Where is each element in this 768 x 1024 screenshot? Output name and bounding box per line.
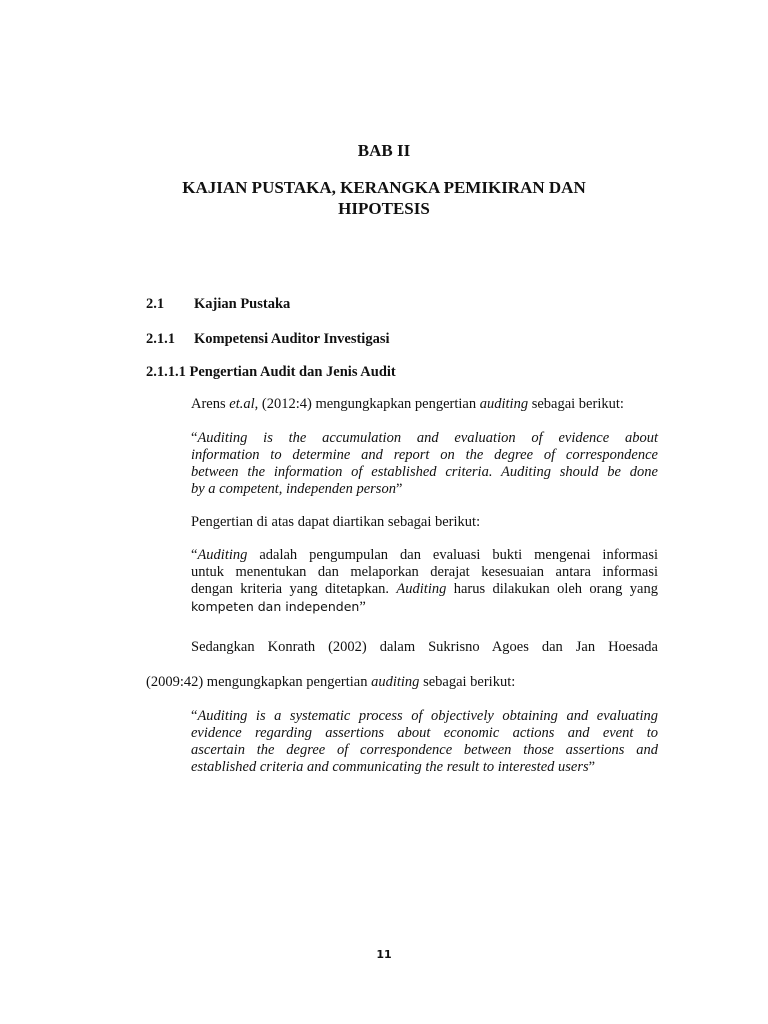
section-title: Kajian Pustaka [194,296,291,312]
quote-translation: “Auditing adalah pengumpulan dan evaluasi bukti mengenai informasi untuk menentukan dan melaporkan derajat kesesuaian antara informasi dengan kriteria yang ditetapkan. Auditing harus dilakukan oleh orang yang kompeten dan independen” [191,547,658,615]
section-heading-2-1 [146,295,290,313]
paragraph-konrath-line-2: (2009:42) mengungkapkan pengertian auditing sebagai berikut: [146,674,516,690]
paragraph-konrath-line-1: Sedangkan Konrath (2002) dalam Sukrisno Agoes dan Jan Hoesada [191,639,658,655]
chapter-title-line-1: KAJIAN PUSTAKA, KERANGKA PEMIKIRAN DAN [182,178,586,197]
quote-konrath-definition: “Auditing is a systematic process of objectively obtaining and evaluating evidence regarding assertions about economic actions and event to ascertain the degree of correspondence between those assertions and established criteria and communicating the result to interested users” [191,708,658,775]
section-heading-2-1-1 [146,330,390,348]
chapter-label: BAB II [357,141,411,160]
section-number: 2.1 [146,296,165,312]
paragraph-arens: Arens et.al, (2012:4) mengungkapkan pengertian auditing sebagai berikut: [191,396,624,412]
paragraph-translation-intro: Pengertian di atas dapat diartikan sebagai berikut: [191,514,481,530]
section-title: Kompetensi Auditor Investigasi [194,331,390,347]
page-number: 11 [376,948,392,961]
chapter-title-line-2: HIPOTESIS [338,199,430,218]
section-heading-2-1-1-1: 2.1.1.1 Pengertian Audit dan Jenis Audit [146,364,396,380]
quote-arens-definition: “Auditing is the accumulation and evaluation of evidence about information to determine and report on the degree of correspondence between the information of established criteria. Auditing should be done by a competent, independen person” [191,430,658,497]
section-number: 2.1.1 [146,331,175,347]
